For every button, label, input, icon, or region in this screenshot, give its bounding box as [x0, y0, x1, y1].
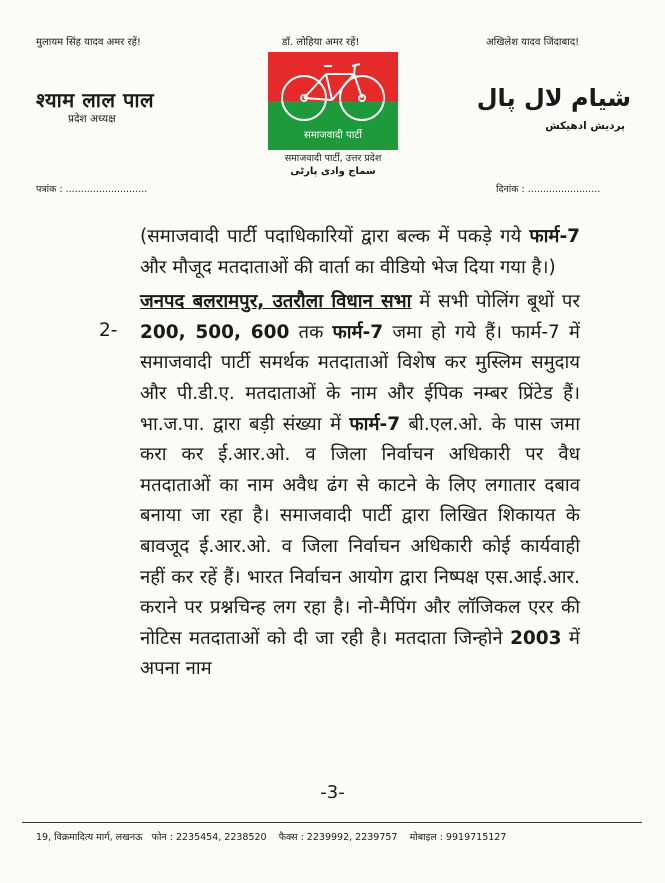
- designation-hindi: प्रदेश अध्यक्ष: [68, 113, 116, 125]
- slogan-center: डॉ. लोहिया अमर रहें!: [282, 37, 360, 48]
- date-field: दिनांक : ........................: [496, 184, 601, 195]
- point-number: 2-: [99, 320, 118, 341]
- party-logo: [268, 52, 398, 150]
- bicycle-flag-icon: [268, 52, 398, 150]
- slogan-left: मुलायम सिंह यादव अमर रहें!: [36, 37, 141, 48]
- page-number: -3-: [320, 782, 345, 803]
- paragraph-1: (समाजवादी पार्टी पदाधिकारियों द्वारा बल्क में पकड़े गये फार्म-7 और मौजूद मतदाताओं की वार्ता का वीडियो भेज दिया गया है।): [140, 226, 580, 278]
- party-subtitle: समाजवादी पार्टी, उत्तर प्रदेश: [284, 153, 382, 164]
- leader-name-hindi: श्याम लाल पाल: [36, 88, 155, 112]
- party-name-urdu: سماج وادی پارٹی: [290, 166, 376, 177]
- footer-divider: [22, 822, 642, 823]
- reference-number: पत्रांक : ...........................: [36, 184, 148, 195]
- logo-label: समाजवादी पार्टी: [304, 130, 362, 141]
- footer-phone: फोन : 2235454, 2238520: [151, 832, 267, 843]
- constituency-heading: जनपद बलरामपुर, उतरौला विधान सभा: [140, 291, 412, 313]
- paragraph-2: जनपद बलरामपुर, उतरौला विधान सभा में सभी पोलिंग बूथों पर 200, 500, 600 तक फार्म-7 जमा हो गये हैं। फार्म-7 में समाजवादी पार्टी समर्थक मतदाताओं विशेष कर मुस्लिम समुदाय और पी.डी.ए. मतदाताओं के नाम और ईपिक नम्बर प्रिंटेड हैं। भा.ज.पा. द्वारा बड़ी संख्या में फार्म-7 बी.एल.ओ. के पास जमा करा कर ई.आर.ओ. व जिला निर्वाचन अधिकारी पर वैध मतदाताओं का नाम अवैध ढंग से काटने के लिए लगातार दबाव बनाया जा रहा है। समाजवादी पार्टी द्वारा लिखित शिकायत के बावजूद ई.आर.ओ. व जिला निर्वाचन अधिकारी कोई कार्यवाही नहीं कर रहें हैं। भारत निर्वाचन आयोग द्वारा निष्पक्ष एस.आई.आर. कराने पर प्रश्नचिन्ह लग रहा है। नो-मैपिंग और लॉजिकल एरर की नोटिस मतदाताओं को दी जा रही है। मतदाता जिन्होने 2003 में अपना नाम: [140, 291, 580, 680]
- leader-name-urdu: شیام لال پال: [476, 84, 631, 112]
- footer-mobile: मोबाइल : 9919715127: [409, 832, 507, 843]
- footer: [36, 830, 506, 843]
- letter-body: [140, 222, 580, 685]
- slogan-right: अखिलेश यादव जिंदाबाद!: [486, 37, 580, 48]
- footer-fax: फैक्स : 2239992, 2239757: [278, 832, 398, 843]
- designation-urdu: پردیش ادھیکش: [545, 120, 625, 132]
- footer-address: 19, विक्रमादित्य मार्ग, लखनऊ: [36, 832, 143, 843]
